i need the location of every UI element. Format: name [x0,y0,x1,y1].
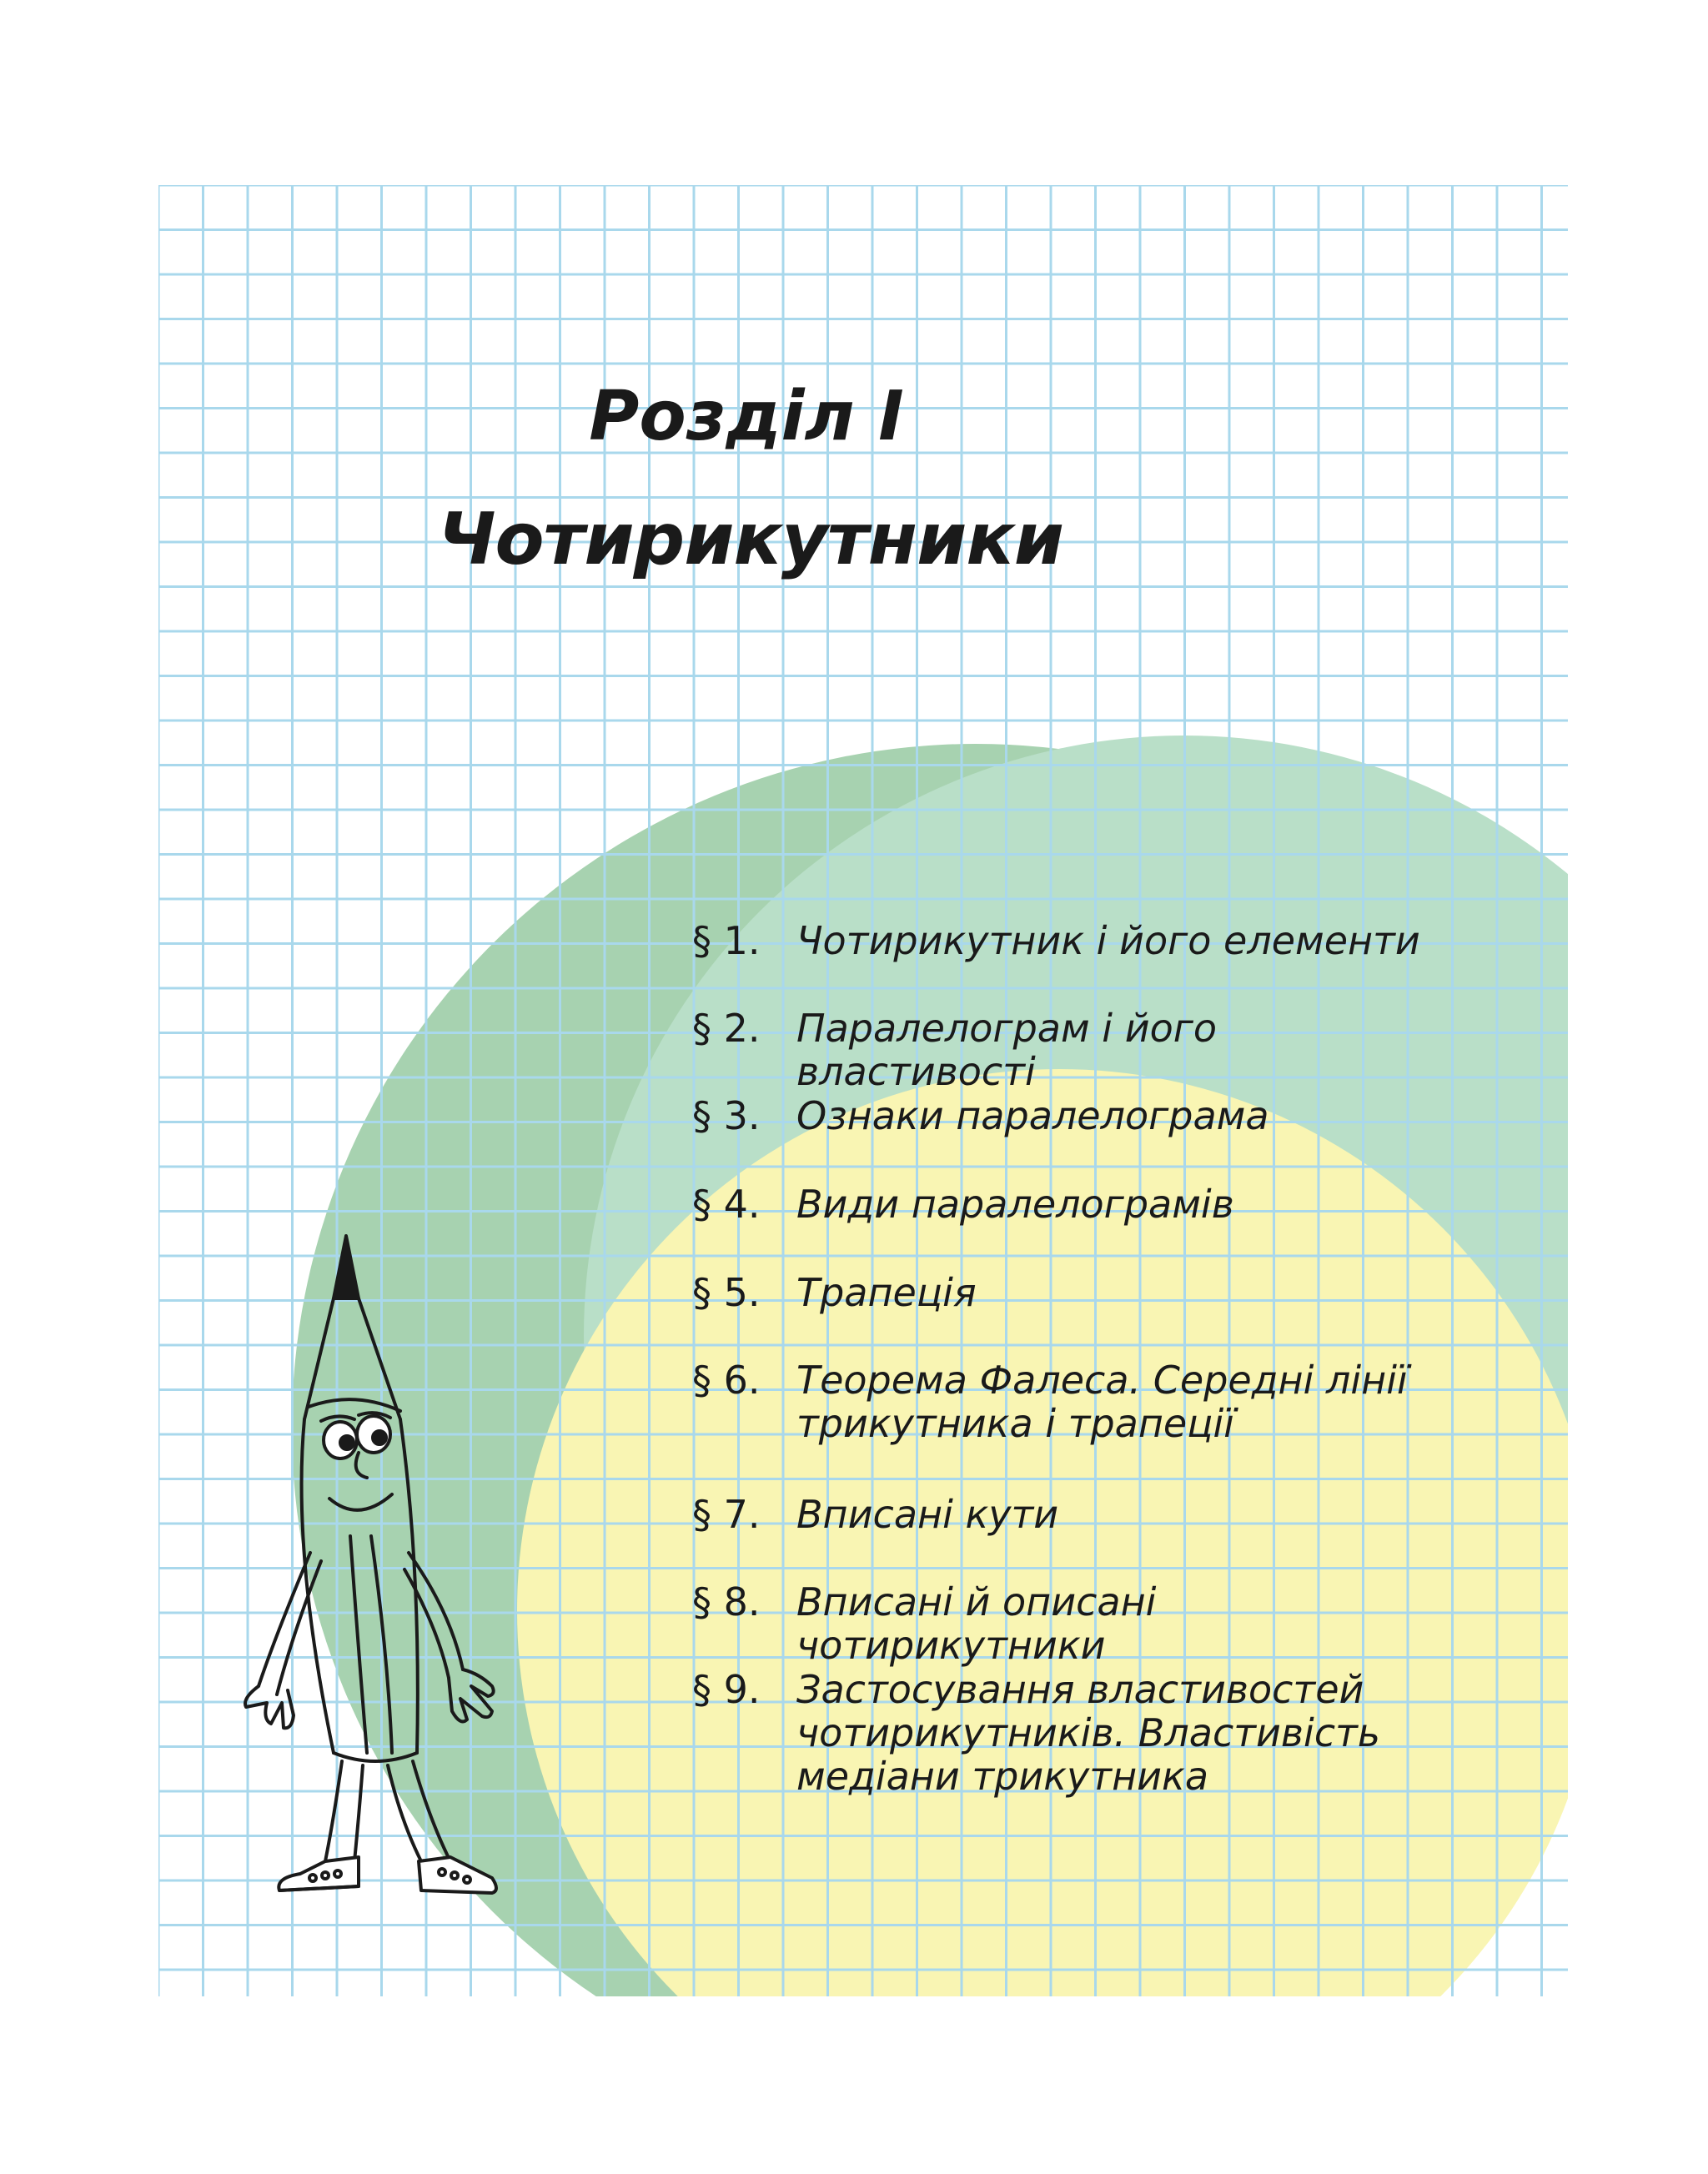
toc-item [692,1358,1464,1445]
toc-item-number: § 7. [692,1492,761,1537]
toc-item [692,1094,1464,1137]
toc-item [692,1668,1464,1798]
toc-item-title: Трапеція [796,1270,977,1315]
toc-item [692,1271,1464,1314]
toc-item [692,919,1464,962]
toc-item [692,1580,1464,1667]
chapter-cover-panel [158,185,1568,1996]
toc-item [692,1007,1464,1093]
toc-item-number: § 3. [692,1093,761,1138]
toc-item-number: § 6. [692,1358,761,1403]
pencil-mascot-icon [242,1219,559,1911]
chapter-number: Розділ І [589,377,904,456]
toc-item-title: Теорема Фалеса. Середні лінії трикутника і трапеції [796,1358,1408,1446]
toc-item [692,1493,1464,1536]
toc-item-title: Застосування властивостей чотирикутників. Властивість медіани трикутника [796,1667,1381,1799]
chapter-title: Чотирикутники [437,498,1064,581]
toc-item-number: § 8. [692,1579,761,1624]
toc-item-title: Вписані кути [796,1492,1059,1537]
toc-item-number: § 2. [692,1006,761,1051]
toc-item-number: § 4. [692,1182,761,1227]
toc-item-number: § 9. [692,1667,761,1712]
toc-item-title: Ознаки паралелограма [796,1093,1269,1138]
toc-item-title: Чотирикутник і його елементи [796,918,1420,963]
toc-item-title: Вписані й описані чотирикутники [796,1579,1157,1668]
toc-item [692,1182,1464,1226]
toc-item-title: Паралелограм і його властивості [796,1006,1218,1094]
toc-item-number: § 1. [692,918,761,963]
toc-item-title: Види паралелограмів [796,1182,1234,1227]
toc-item-number: § 5. [692,1270,761,1315]
